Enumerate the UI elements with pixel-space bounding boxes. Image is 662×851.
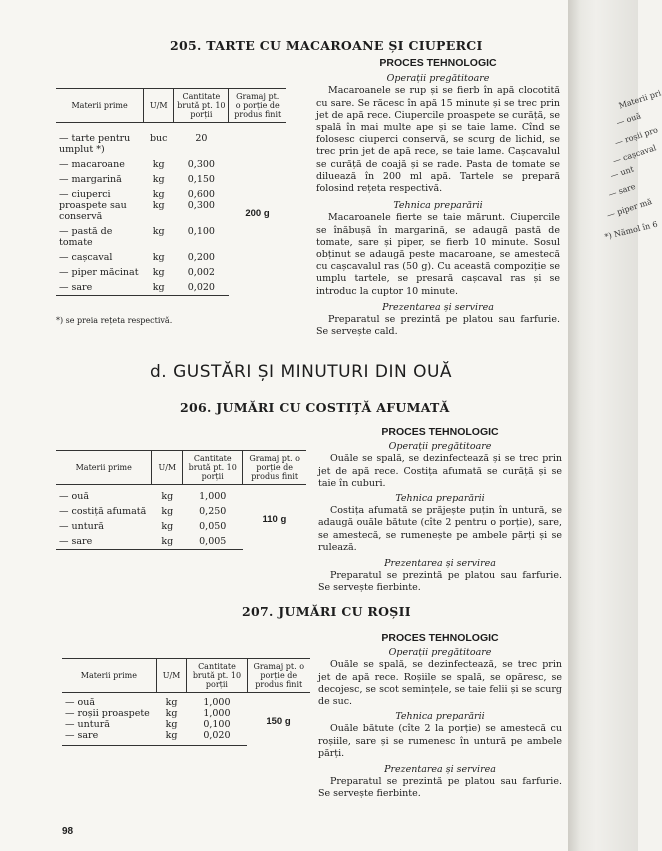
paragraph: Preparatul se prezintă pe platou sau farfurie. Se servește cald. [316,314,560,338]
unit: kg [165,719,178,730]
portion-weight: 150 g [266,715,291,727]
subheading: Operații pregătitoare [386,73,490,85]
col-header: Gramaj pt. o porție de produs finit [243,451,306,485]
ingredient-name: — cașcaval [59,252,113,263]
unit: buc [149,133,168,144]
recipe-title: 207. JUMĂRI CU ROȘII [242,604,411,619]
page-number: 98 [62,826,74,837]
ingredient-name: — ouă [65,697,96,708]
unit: kg [144,280,174,296]
unit: kg [161,521,174,532]
paragraph: Ouăle se spală, se dezinfectează, se trec prin jet de apă rece. Roșiile se spală, se opăresc, se decojesc, se scot semințele, se taie felii și se scurg de suc. [318,659,562,708]
subheading: Prezentarea și servirea [382,301,494,313]
quantity: 0,100 [187,226,215,237]
col-header: Gramaj pt. o porție de produs finit [247,659,310,693]
unit: kg [165,697,178,708]
col-header: Cantitate brută pt. 10 porții [187,659,247,693]
quantity: 0,100 [203,719,231,730]
paragraph: Macaroanele fierte se taie mărunt. Ciupercile se înăbușă în margarină, se adaugă pastă de tomate, sare și piper, se fierb 10 minute. Sosul obținut se adaugă peste macaroane, se amestecă cu cașcavalul ras (50 g). Cu această compoziție se umplu tartele, se presară cașcaval ras și se introduc la cuptor 10 minute. [316,212,560,297]
recipe-title: 205. TARTE CU MACAROANE ȘI CIUPERCI [170,38,483,53]
process-column [316,57,560,338]
ingredient-name: — ouă [59,491,90,502]
process-column [318,426,562,595]
quantity: 0,600 0,300 [187,189,215,211]
portion-weight: 110 g [262,513,287,525]
subheading: Tehnica preparării [395,493,485,505]
ingredient-name: — piper măcinat [59,267,139,278]
unit: kg [161,491,174,502]
col-header: Cantitate brută pt. 10 porții [174,89,229,123]
process-column [318,632,562,801]
footnote: *) se preia rețeta respectivă. [56,316,173,325]
unit: kg [152,267,165,278]
ingredient-name: — ciuperci proaspete sau conservă [59,189,127,222]
quantity: 0,250 [199,506,227,517]
unit: kg [156,730,187,746]
col-header: Materii prime [62,659,156,693]
quantity: 0,002 [187,267,215,278]
unit: kg [152,159,165,170]
adjacent-page-edge [568,0,662,851]
quantity: 0,300 [187,159,215,170]
ingredient-name: — pastă de tomate [59,226,113,248]
paragraph: Costița afumată se prăjește puțin în untură, se adaugă ouăle bătute (cîte 2 pentru o porție), sare, se amestecă, se rumenește pe ambele părți și se rulează. [318,505,562,553]
col-header: U/M [144,89,174,123]
portion-weight: 200 g [245,207,270,219]
ingredient-name: — tarte pentru umplut *) [59,133,131,155]
ingredient-name: — macaroane [59,159,125,170]
unit: kg [161,506,174,517]
unit: kg [152,252,165,263]
col-header: U/M [156,659,187,693]
col-header: U/M [152,451,183,485]
quantity: 0,200 [187,252,215,263]
margin-fragment: — unt [609,164,635,181]
ingredient-name: — roșii proaspete [65,708,150,719]
table-row [56,489,306,504]
table-row [62,697,310,708]
quantity: 1,000 [203,697,231,708]
table-row [56,131,286,157]
ingredient-name: — margarină [59,174,122,185]
ingredient-name: — untură [65,719,110,730]
subheading: Tehnica preparării [393,200,483,212]
col-header: Gramaj pt. o porție de produs finit [229,89,286,123]
process-heading: PROCES TEHNOLOGIC [379,57,497,69]
subheading: Tehnica preparării [395,711,485,723]
col-header: Materii prime [56,451,152,485]
ingredient-name: — untură [59,521,104,532]
ingredient-name: — sare [56,280,144,296]
col-header: Materii prime [56,89,144,123]
quantity: 0,050 [199,521,227,532]
col-header: Cantitate brută pt. 10 porții [183,451,243,485]
ingredient-name: — sare [56,534,152,550]
quantity: 1,000 [203,708,231,719]
margin-fragment: Materii pri [617,88,662,111]
ingredient-name: — sare [62,730,156,746]
quantity: 0,150 [187,174,215,185]
paragraph: Preparatul se prezintă pe platou sau farfurie. Se servește fierbinte. [318,776,562,800]
unit: kg [152,174,165,185]
subheading: Operații pregătitoare [388,647,492,659]
process-heading: PROCES TEHNOLOGIC [381,632,499,644]
ingredients-table [62,658,310,746]
recipe-title: 206. JUMĂRI CU COSTIȚĂ AFUMATĂ [180,400,450,415]
subheading: Operații pregătitoare [388,441,492,453]
quantity: 0,005 [183,534,243,550]
margin-fragment: — piper mă [605,196,654,221]
margin-fragment: — ouă [615,111,643,128]
margin-fragment: — sare [607,181,637,200]
margin-fragment: — roșii pro [613,125,660,148]
subheading: Prezentarea și servirea [384,764,496,776]
margin-fragment: — cașcaval [611,143,658,166]
margin-fragment: *) Nămol în 6 [603,219,659,242]
unit: kg [152,534,183,550]
quantity: 1,000 [199,491,227,502]
unit: kg [165,708,178,719]
quantity: 20 [195,133,208,144]
paragraph: Ouăle se spală, se dezinfectează și se trec prin jet de apă rece. Costița afumată se curăță și se taie în cuburi. [318,453,562,489]
unit: kg [152,226,165,237]
quantity: 0,020 [187,730,247,746]
paragraph: Ouăle bătute (cîte 2 la porție) se amestecă cu roșiile, sare și se rumenesc în untură pe ambele părți. [318,723,562,759]
section-heading: d. GUSTĂRI ȘI MINUTURI DIN OUĂ [150,362,453,382]
ingredients-table [56,88,286,296]
subheading: Prezentarea și servirea [384,558,496,570]
process-heading: PROCES TEHNOLOGIC [381,426,499,438]
quantity: 0,020 [174,280,229,296]
paragraph: Preparatul se prezintă pe platou sau farfurie. Se servește fierbinte. [318,570,562,594]
ingredient-name: — costiță afumată [59,506,147,517]
ingredients-table [56,450,306,550]
unit: kg kg [152,189,165,211]
paragraph: Macaroanele se rup și se fierb în apă clocotită cu sare. Se răcesc în apă 15 minute și se trec prin jet de apă rece. Ciupercile proaspete se curăță, se spală în mai multe ape și se taie lame. Cînd se folosesc ciuperci conservă, se scurg de lichid, se trec prin jet de apă rece, se taie lame. Cașcavalul se curăță de coajă și se rade. Pasta de tomate se diluează în 200 ml apă. Tartele se prepară folosind rețeta respectivă. [316,85,560,195]
